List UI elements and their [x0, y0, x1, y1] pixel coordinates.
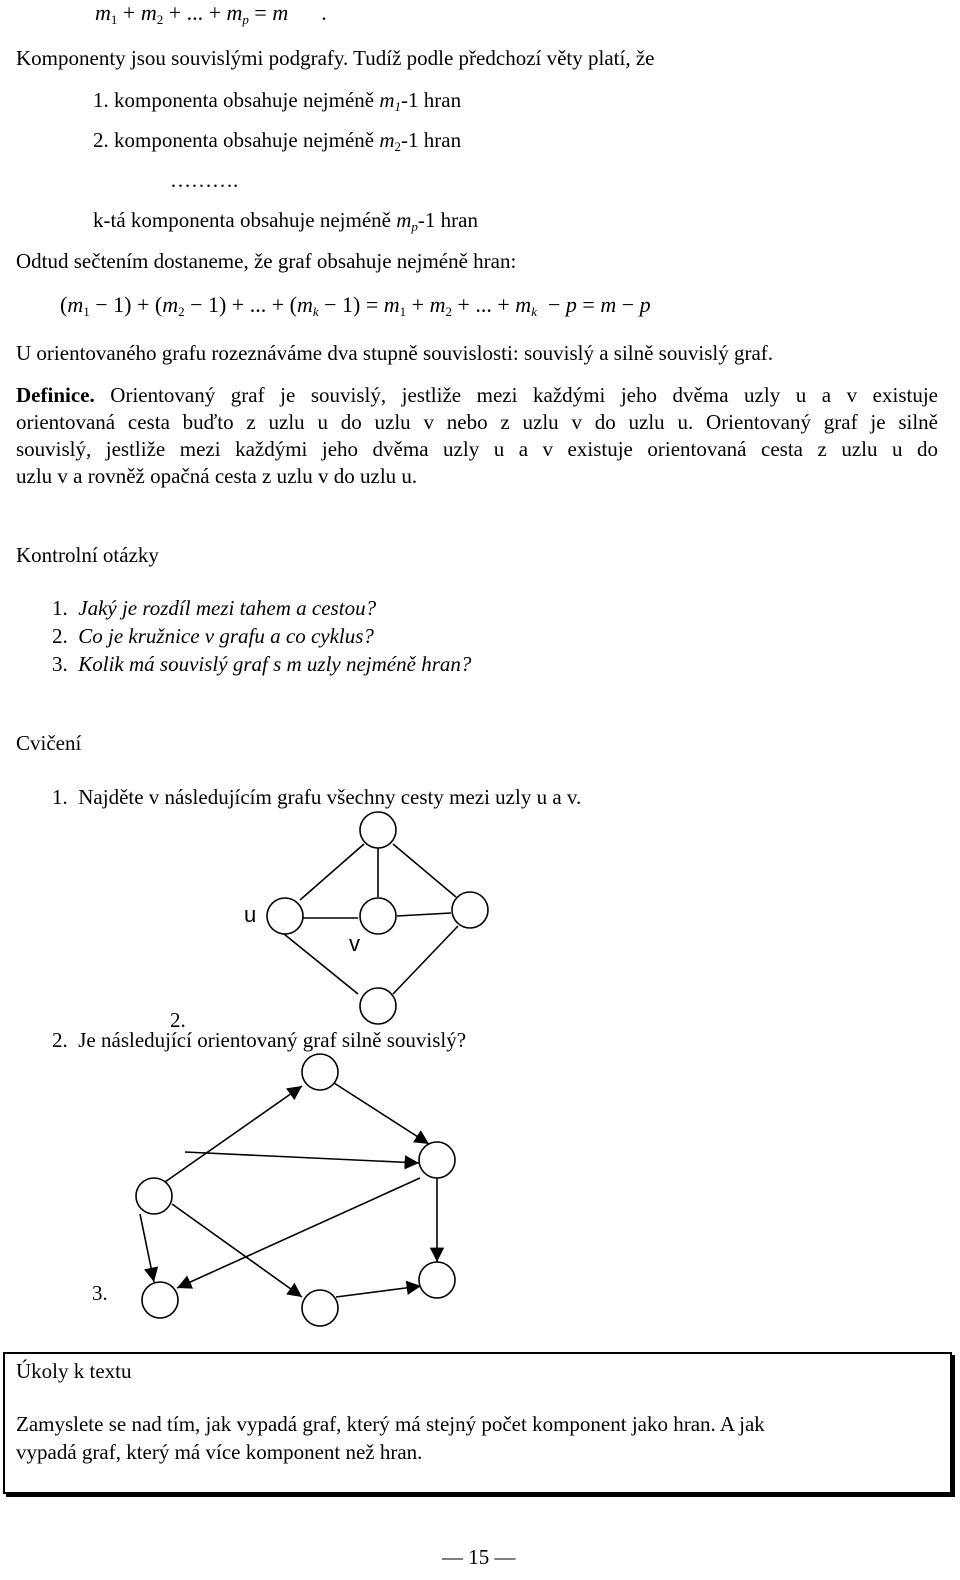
exercise-2: 2. Je následující orientovaný graf silně souvislý?	[52, 1028, 467, 1052]
definition-paragraph: Definice. Orientovaný graf je souvislý, jestliže mezi každými jeho dvěma uzly u a v existuje orientovaná cesta buďto z uzlu u do uzlu v nebo z uzlu v do uzlu u. Orientovaný graf je silně souvislý, jestliže mezi každými jeho dvěma uzly u a v existuje orientovaná cesta z uzlu u do uzlu v a rovněž opačná cesta z uzlu v do uzlu u.	[16, 383, 939, 488]
graph2-edges	[140, 1083, 437, 1297]
intro-text: Komponenty jsou souvislými podgrafy. Tudíž podle předchozí věty platí, že	[16, 46, 655, 70]
directed-intro: U orientovaného grafu rozeznáváme dva stupně souvislosti: souvislý a silně souvislý graf.	[16, 341, 774, 365]
question-2: 2. Co je kružnice v grafu a co cyklus?	[52, 624, 374, 648]
graph1-label-u: u	[244, 902, 257, 927]
tasks-line-1: Zamyslete se nad tím, jak vypadá graf, který má stejný počet komponent jako hran. A jak	[16, 1412, 765, 1436]
questions-heading: Kontrolní otázky	[16, 543, 159, 567]
component-line-2: 2. komponenta obsahuje nejméně $m_2-1$ hran	[93, 128, 462, 154]
sum-formula: $(m_1 - 1) + (m_2 - 1)$ + ... + $(m_k - 1) = m_1 + m_2$ + ... + $m_k - p = m - p$	[60, 292, 651, 319]
component-line-1: 1. komponenta obsahuje nejméně $m_1-1$ hran	[93, 88, 462, 114]
graph1-caption: 2.	[170, 1008, 186, 1032]
tasks-heading: Úkoly k textu	[16, 1359, 132, 1383]
tasks-box	[3, 1352, 952, 1494]
exercise-1: 1. Najděte v následujícím grafu všechny cesty mezi uzly u a v.	[52, 785, 582, 809]
graph2-caption: 3.	[92, 1281, 108, 1305]
component-line-k: k-tá komponenta obsahuje nejméně $m_p-1$ hran	[93, 208, 478, 234]
graph1-label-v: v	[349, 931, 360, 956]
page-number: — 15 —	[442, 1545, 516, 1569]
question-1: 1. Jaký je rozdíl mezi tahem a cestou?	[52, 596, 377, 620]
definition-label: Definice.	[16, 383, 95, 407]
tasks-line-2: vypadá graf, který má více komponent než hran.	[16, 1440, 423, 1464]
graph1-nodes	[267, 812, 488, 1024]
exercises-heading: Cvičení	[16, 731, 82, 755]
component-ellipsis: ……….	[170, 168, 239, 192]
formula-top: $m_1 + m_2$ + ... + $m_p = m$ .	[95, 0, 327, 27]
question-3: 3. Kolik má souvislý graf s m uzly nejméně hran?	[52, 652, 472, 676]
sum-intro: Odtud sečtením dostaneme, že graf obsahuje nejméně hran:	[16, 249, 517, 273]
